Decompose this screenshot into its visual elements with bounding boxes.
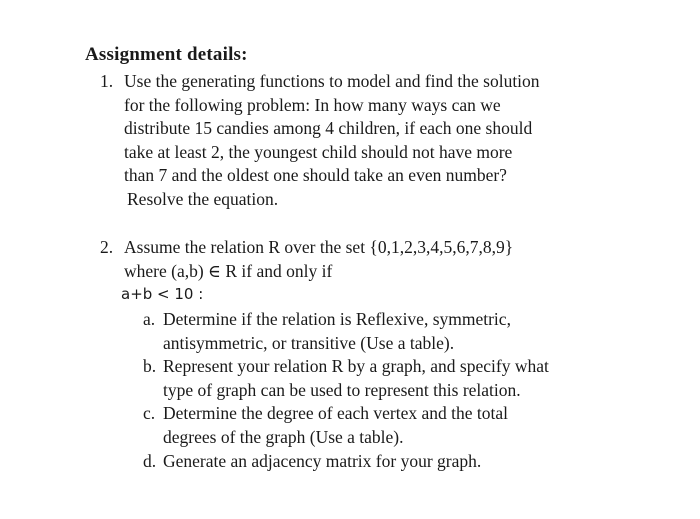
subitem-line: type of graph can be used to represent this relation. <box>163 379 521 400</box>
question-2-number: 2. <box>100 237 114 257</box>
question-1-number: 1. <box>100 71 114 91</box>
question-1-line: distribute 15 candies among 4 children, if each one should <box>124 118 533 139</box>
question-1-line: Resolve the equation. <box>127 188 279 209</box>
subitem-line: Determine if the relation is Reflexive, symmetric, <box>163 309 511 329</box>
assignment-heading: Assignment details: <box>85 44 248 65</box>
question-2-body <box>121 236 514 307</box>
question-1-line: than 7 and the oldest one should take an even number? <box>124 165 507 186</box>
subitem-line: Determine the degree of each vertex and the total <box>163 403 508 424</box>
subitem-line: antisymmetric, or transitive (Use a table). <box>163 332 455 353</box>
subitem-letter: b. <box>143 356 157 377</box>
subitem-a <box>143 308 549 355</box>
question-2-line: Assume the relation R over the set {0,1,2,3,4,5,6,7,8,9} <box>124 237 514 257</box>
question-1-line: for the following problem: In how many ways can we <box>124 94 501 115</box>
question-2-line: where (a,b) ∈ R if and only if <box>124 260 333 281</box>
question-2-subitems <box>143 308 549 473</box>
subitem-letter: a. <box>143 309 156 329</box>
subitem-d <box>143 450 549 474</box>
subitem-line: degrees of the graph (Use a table). <box>163 426 404 447</box>
subitem-line: Represent your relation R by a graph, and specify what <box>163 356 549 377</box>
question-1-line: Use the generating functions to model and find the solution <box>124 71 540 91</box>
subitem-letter: d. <box>143 450 157 471</box>
subitem-b <box>143 355 549 402</box>
subitem-line: Generate an adjacency matrix for your graph. <box>163 450 482 471</box>
question-2-condition: a+b < 10 : <box>121 285 204 304</box>
subitem-letter: c. <box>143 403 156 424</box>
question-1-body <box>124 70 540 212</box>
subitem-c <box>143 402 549 449</box>
question-1-line: take at least 2, the youngest child should not have more <box>124 141 513 162</box>
